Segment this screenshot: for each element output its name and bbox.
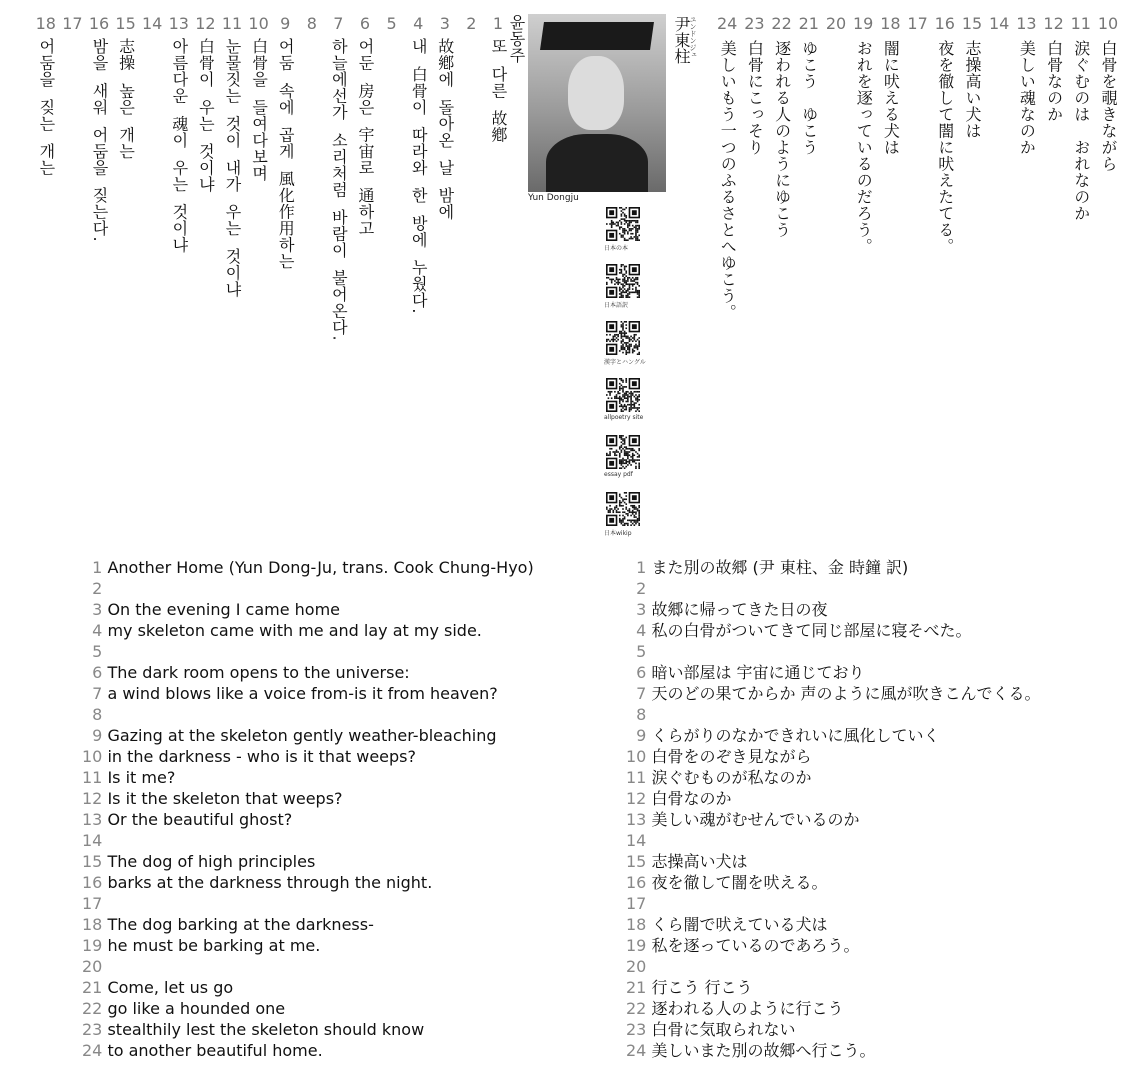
line-text: 逐われる人のように行こう <box>651 999 844 1018</box>
korean-line: 어둔 房은 宇宙로 通하고 <box>356 38 375 237</box>
line-text: Gazing at the skeleton gently weather-bleaching <box>107 726 497 745</box>
line-text: Or the beautiful ghost? <box>107 810 293 829</box>
translation-line <box>82 725 534 746</box>
line-number: 21 <box>798 14 819 33</box>
line-text: 暗い部屋は 宇宙に通じており <box>651 663 865 682</box>
korean-line: 어둠 속에 곱게 風化作用하는 <box>276 38 296 270</box>
line-number: 23 <box>82 1020 108 1039</box>
translation-line <box>626 683 1041 704</box>
line-number: 13 <box>82 810 108 829</box>
translation-line <box>82 662 534 683</box>
line-number: 20 <box>82 957 103 976</box>
korean-line: 내 白骨이 따라와 한 방에 누웠다. <box>409 38 429 314</box>
line-text: 私の白骨がついてきて同じ部屋に寝そべた。 <box>651 621 972 640</box>
korean-author: 윤동주 <box>507 14 526 64</box>
translation-line <box>82 956 534 977</box>
line-text: he must be barking at me. <box>107 936 321 955</box>
line-text: Is it me? <box>107 768 176 787</box>
line-text: 私を逐っているのであろう。 <box>651 936 860 955</box>
korean-line: 白骨을 들여다보며 <box>249 38 269 182</box>
line-number: 11 <box>626 768 652 787</box>
qr-code-label: 日本wikip <box>604 530 632 537</box>
japanese-vertical-line: 夜を徹して闇に吠えたてる。 <box>935 40 955 255</box>
line-text: 白骨をのぞき見ながら <box>651 747 812 766</box>
line-number: 10 <box>248 14 269 33</box>
line-number: 8 <box>306 14 317 33</box>
line-number: 12 <box>626 789 652 808</box>
qr-code-label: 漢字とハングル <box>604 359 646 366</box>
line-number: 22 <box>82 999 108 1018</box>
translation-line <box>626 641 1041 662</box>
line-number: 6 <box>626 663 652 682</box>
line-number: 4 <box>82 621 108 640</box>
translation-line <box>82 893 534 914</box>
line-number: 1 <box>492 14 504 33</box>
line-number: 11 <box>82 768 108 787</box>
korean-line: 白骨이 우는 것이냐 <box>196 38 216 193</box>
line-number: 9 <box>626 726 652 745</box>
author-ruby: ユンドンジュ <box>689 16 697 58</box>
korean-line: 또 다른 故鄕 <box>489 38 508 143</box>
translation-line <box>82 767 534 788</box>
line-text: 白骨に気取られない <box>651 1020 796 1039</box>
translation-line <box>82 746 534 767</box>
translation-line <box>626 767 1041 788</box>
line-text: go like a hounded one <box>107 999 286 1018</box>
line-number: 19 <box>626 936 652 955</box>
line-number: 16 <box>626 873 652 892</box>
translation-line <box>626 914 1041 935</box>
qr-code[interactable] <box>606 321 640 355</box>
qr-code[interactable] <box>606 492 640 526</box>
line-number: 24 <box>626 1041 652 1060</box>
translation-line <box>626 893 1041 914</box>
line-number: 10 <box>82 747 108 766</box>
translation-line <box>626 977 1041 998</box>
line-number: 22 <box>626 999 652 1018</box>
line-number: 14 <box>142 14 163 33</box>
qr-code[interactable] <box>606 378 640 412</box>
translation-line <box>82 1040 534 1061</box>
korean-line: 아름다운 魂이 우는 것이냐 <box>169 38 189 254</box>
translation-line <box>82 872 534 893</box>
line-number: 6 <box>359 14 371 33</box>
qr-code-label: 日本の本 <box>604 245 629 252</box>
qr-code[interactable] <box>606 207 640 241</box>
translation-line <box>626 662 1041 683</box>
english-translation <box>82 557 534 1061</box>
line-number: 9 <box>280 14 291 33</box>
line-number: 1 <box>82 558 108 577</box>
line-number: 18 <box>82 915 108 934</box>
line-number: 12 <box>1043 14 1064 33</box>
line-number: 11 <box>221 14 243 33</box>
korean-line: 故鄕에 돌아온 날 밤에 <box>435 38 455 221</box>
translation-line <box>626 557 1041 578</box>
translation-line <box>626 830 1041 851</box>
line-number: 24 <box>717 14 738 33</box>
line-number: 20 <box>626 957 647 976</box>
line-number: 4 <box>626 621 652 640</box>
translation-line <box>626 872 1041 893</box>
translation-line <box>82 1019 534 1040</box>
line-number: 1 <box>626 558 652 577</box>
line-number: 7 <box>626 684 652 703</box>
author-photo <box>528 14 666 192</box>
line-number: 14 <box>82 831 103 850</box>
translation-line <box>82 620 534 641</box>
translation-line <box>82 599 534 620</box>
line-number: 19 <box>82 936 108 955</box>
line-text: The dog barking at the darkness- <box>107 915 374 934</box>
line-text: 志操高い犬は <box>651 852 748 871</box>
translation-line <box>82 809 534 830</box>
line-text: Another Home (Yun Dong-Ju, trans. Cook Chung-Hyo) <box>107 558 534 577</box>
line-number: 18 <box>35 14 56 33</box>
translation-line <box>626 1040 1041 1061</box>
line-number: 2 <box>626 579 647 598</box>
translation-line <box>626 599 1041 620</box>
translation-line <box>626 851 1041 872</box>
line-number: 9 <box>82 726 108 745</box>
line-number: 15 <box>626 852 652 871</box>
line-number: 7 <box>333 14 344 33</box>
line-text: a wind blows like a voice from-is it from heaven? <box>107 684 498 703</box>
line-text: On the evening I came home <box>107 600 341 619</box>
line-number: 18 <box>626 915 652 934</box>
line-number: 15 <box>961 14 983 33</box>
line-text: また別の故郷 (尹 東柱、金 時鐘 訳) <box>651 558 909 577</box>
translation-line <box>626 746 1041 767</box>
translation-line <box>82 851 534 872</box>
translation-line <box>82 935 534 956</box>
line-number: 23 <box>626 1020 652 1039</box>
translation-line <box>82 641 534 662</box>
japanese-vertical-line: 美しいもう一つのふるさとへゆこう。 <box>718 40 738 321</box>
japanese-vertical-line: 美しい魂なのか <box>1017 40 1037 156</box>
translation-line <box>82 557 534 578</box>
translation-line <box>626 998 1041 1019</box>
japanese-vertical-line: 白骨にこっそり <box>745 40 765 156</box>
translation-line <box>82 704 534 725</box>
qr-code[interactable] <box>606 264 640 298</box>
line-number: 13 <box>626 810 652 829</box>
line-number: 12 <box>82 789 108 808</box>
line-number: 14 <box>626 831 647 850</box>
line-number: 21 <box>626 978 652 997</box>
qr-code-label: allpoetry site <box>604 414 644 421</box>
line-number: 11 <box>1070 14 1091 33</box>
korean-line: 志操 높은 개는 <box>116 38 136 160</box>
japanese-vertical-line: 逐われる人のようにゆこう <box>772 40 792 238</box>
japanese-vertical-line: 闇に吠える犬は <box>881 40 901 156</box>
line-text: The dog of high principles <box>107 852 316 871</box>
line-number: 13 <box>1016 14 1037 33</box>
line-text: 夜を徹して闇を吠える。 <box>651 873 828 892</box>
line-text: 美しいまた別の故郷へ行こう。 <box>651 1041 876 1060</box>
line-number: 17 <box>907 14 928 33</box>
line-number: 5 <box>626 642 647 661</box>
line-text: くら闇で吠えている犬は <box>651 915 828 934</box>
qr-code-label: 日本語訳 <box>604 302 629 309</box>
translation-line <box>626 935 1041 956</box>
line-text: くらがりのなかできれいに風化していく <box>651 726 940 745</box>
line-text: 行こう 行こう <box>651 978 753 997</box>
line-number: 16 <box>88 14 110 33</box>
translation-line <box>82 788 534 809</box>
line-number: 10 <box>1097 14 1119 33</box>
translation-line <box>82 914 534 935</box>
japanese-vertical-line: おれを逐っているのだろう。 <box>854 40 874 255</box>
line-number: 20 <box>825 14 847 33</box>
translation-line <box>626 788 1041 809</box>
line-number: 21 <box>82 978 108 997</box>
translation-line <box>82 683 534 704</box>
line-text: in the darkness - who is it that weeps? <box>107 747 416 766</box>
translation-line <box>82 998 534 1019</box>
author-name-japanese: 尹東柱 <box>672 16 691 64</box>
line-text: stealthily lest the skeleton should know <box>107 1020 425 1039</box>
line-number: 8 <box>626 705 647 724</box>
line-number: 5 <box>386 14 397 33</box>
line-number: 17 <box>82 894 103 913</box>
line-number: 4 <box>413 14 424 33</box>
line-number: 5 <box>82 642 103 661</box>
translation-line <box>626 620 1041 641</box>
japanese-vertical-line: 白骨なのか <box>1044 40 1064 123</box>
translation-line <box>626 956 1041 977</box>
translation-line <box>626 578 1041 599</box>
korean-line: 밤을 새워 어둠을 짖는다. <box>90 38 109 243</box>
translation-line <box>82 578 534 599</box>
translation-line <box>82 977 534 998</box>
line-number: 10 <box>626 747 652 766</box>
line-number: 23 <box>744 14 765 33</box>
line-number: 15 <box>115 14 136 33</box>
translation-line <box>626 1019 1041 1040</box>
line-text: Is it the skeleton that weeps? <box>107 789 343 808</box>
line-number: 17 <box>626 894 647 913</box>
line-text: 美しい魂がむせんでいるのか <box>651 810 860 829</box>
japanese-vertical-line: 志操高い犬は <box>963 40 982 139</box>
japanese-vertical-line: ゆこう ゆこう <box>799 40 819 156</box>
line-number: 19 <box>853 14 874 33</box>
line-number: 13 <box>168 14 189 33</box>
line-text: barks at the darkness through the night. <box>107 873 433 892</box>
japanese-translation <box>626 557 1041 1061</box>
photo-caption: Yun Dongju <box>528 193 579 203</box>
line-number: 3 <box>439 14 450 33</box>
qr-code-label: essay pdf <box>604 471 633 478</box>
korean-line: 하늘에선가 소리처럼 바람이 불어온다. <box>329 38 349 342</box>
translation-line <box>82 830 534 851</box>
line-text: 天のどの果てからか 声のように風が吹きこんでくる。 <box>651 684 1041 703</box>
line-number: 16 <box>82 873 108 892</box>
line-number: 2 <box>82 579 103 598</box>
line-number: 16 <box>934 14 955 33</box>
line-number: 22 <box>771 14 792 33</box>
japanese-vertical-line: 白骨を覗きながら <box>1099 40 1118 172</box>
translation-line <box>626 704 1041 725</box>
line-number: 18 <box>880 14 901 33</box>
line-text: The dark room opens to the universe: <box>107 663 410 682</box>
line-number: 15 <box>82 852 108 871</box>
line-number: 3 <box>626 600 652 619</box>
line-text: my skeleton came with me and lay at my side. <box>107 621 482 640</box>
line-number: 12 <box>195 14 216 33</box>
line-number: 8 <box>82 705 103 724</box>
translation-line <box>626 725 1041 746</box>
qr-code[interactable] <box>606 435 640 469</box>
line-number: 7 <box>82 684 108 703</box>
line-text: to another beautiful home. <box>107 1041 323 1060</box>
line-text: 涙ぐむものが私なのか <box>651 768 812 787</box>
translation-line <box>626 809 1041 830</box>
line-number: 3 <box>82 600 108 619</box>
korean-line: 어둠을 짖는 개는 <box>36 38 56 176</box>
line-number: 2 <box>466 14 477 33</box>
line-number: 17 <box>62 14 83 33</box>
korean-line: 눈물짓는 것이 내가 우는 것이냐 <box>223 38 242 298</box>
line-number: 6 <box>82 663 108 682</box>
japanese-vertical-line: 涙ぐむのは おれなのか <box>1071 40 1091 222</box>
line-number: 24 <box>82 1041 108 1060</box>
line-number: 14 <box>989 14 1010 33</box>
line-text: 白骨なのか <box>651 789 732 808</box>
line-text: 故郷に帰ってきた日の夜 <box>651 600 828 619</box>
line-text: Come, let us go <box>107 978 234 997</box>
